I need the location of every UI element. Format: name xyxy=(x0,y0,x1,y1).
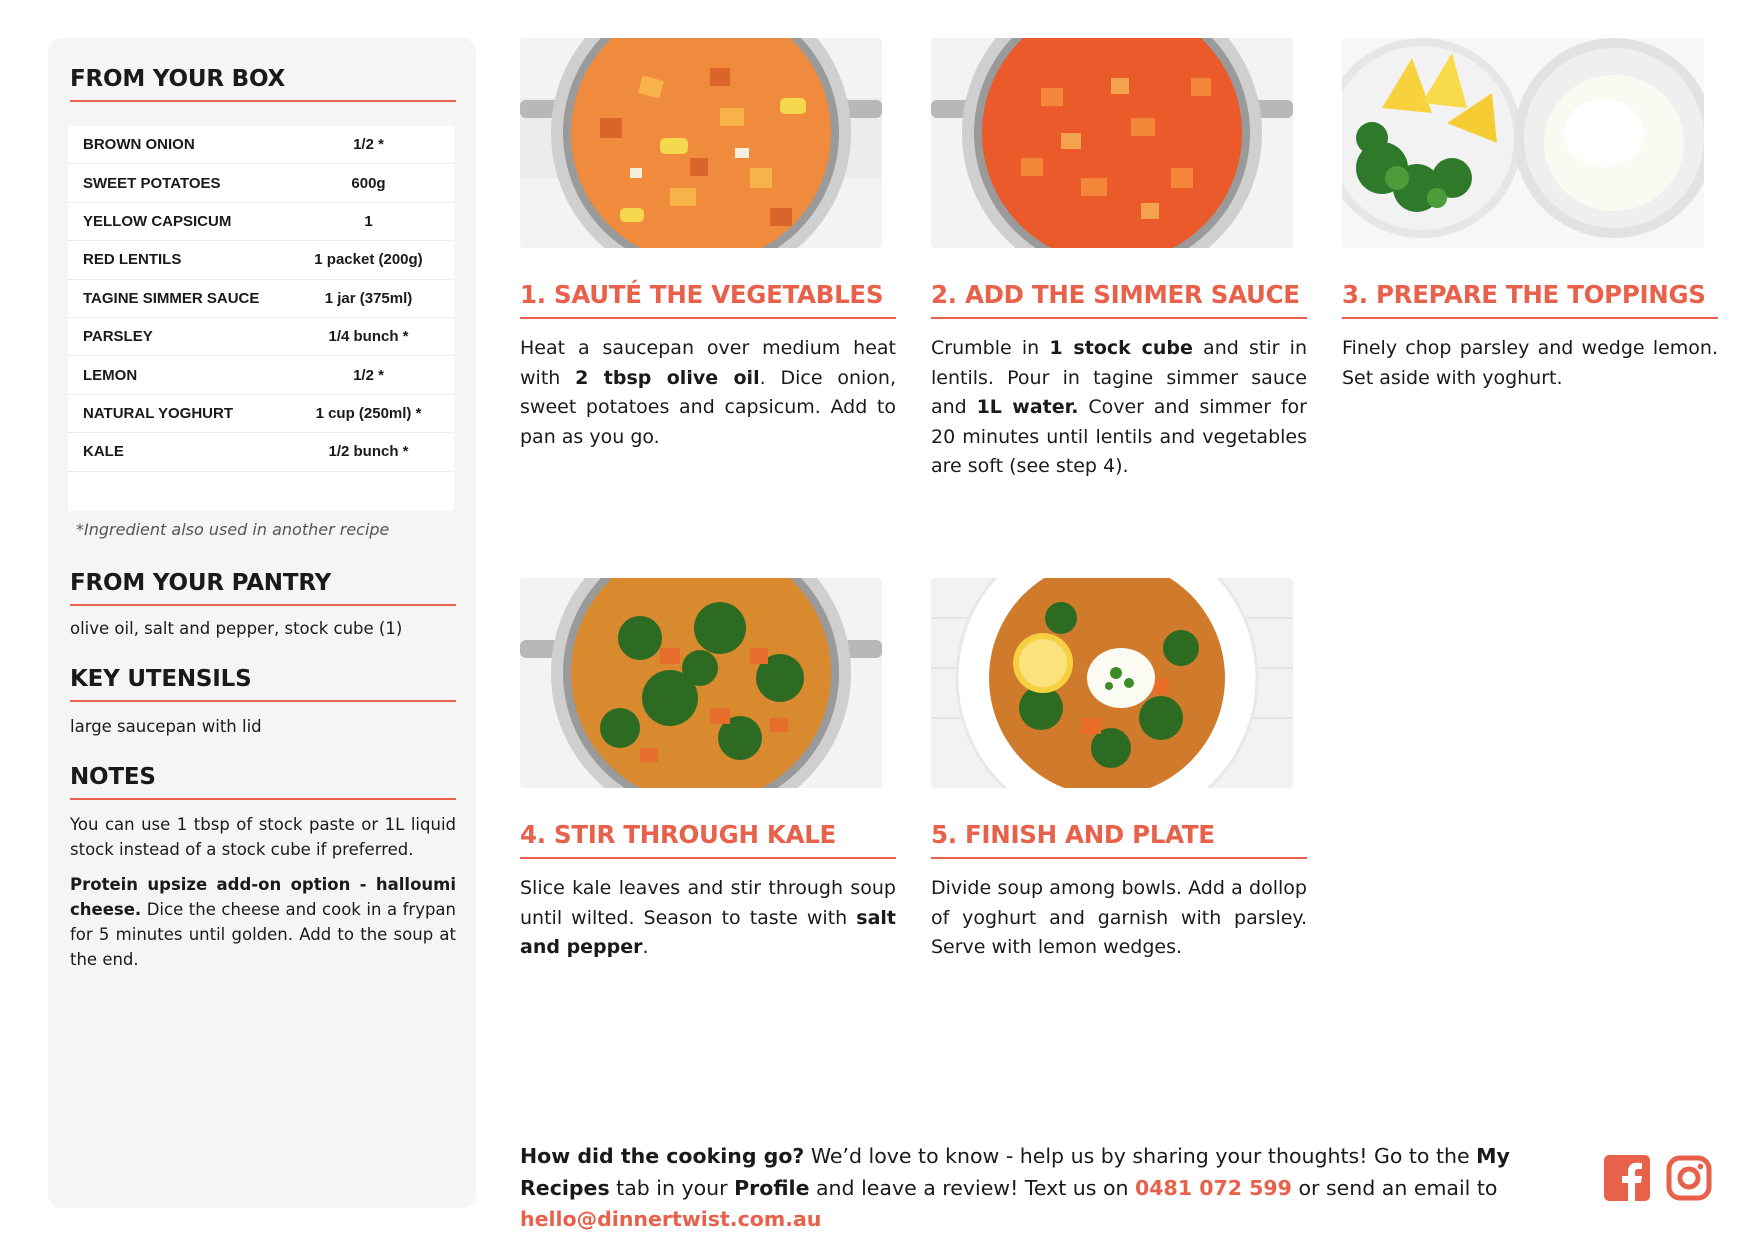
step-2-photo xyxy=(931,38,1293,248)
ingredient-name: YELLOW CAPSICUM xyxy=(83,212,232,230)
feedback-message xyxy=(520,1141,1580,1236)
ingredient-name: KALE xyxy=(83,443,124,461)
note-protein-upsize-bold: Protein upsize add-on option - halloumi cheese. xyxy=(70,875,456,919)
step-4 xyxy=(520,578,896,958)
ingredient-name: BROWN ONION xyxy=(83,136,195,154)
table-row xyxy=(68,395,454,433)
feedback-text: or send an email to xyxy=(1291,1175,1498,1200)
ingredient-qty: 1/2 * xyxy=(353,136,384,154)
step-1-body xyxy=(520,334,896,452)
my-recipes-label: My Recipes xyxy=(520,1144,1510,1200)
table-row xyxy=(68,356,454,394)
step-2-text: Cover and simmer for 20 minutes until lentils and vegetables are soft (see step 4). xyxy=(931,396,1307,477)
ingredient-qty: 1/4 bunch * xyxy=(328,328,409,346)
key-utensils-heading: KEY UTENSILS xyxy=(70,666,456,702)
ingredient-qty: 1 xyxy=(364,212,373,230)
ingredient-name: SWEET POTATOES xyxy=(83,174,221,192)
step-4-text: Slice kale leaves and stir through soup until wilted. Season to taste with xyxy=(520,877,896,929)
ingredient-footnote: *Ingredient also used in another recipe xyxy=(76,520,390,539)
ingredient-qty: 1/2 * xyxy=(353,366,384,384)
pantry-items-text: olive oil, salt and pepper, stock cube (1) xyxy=(70,619,403,638)
from-your-pantry-heading: FROM YOUR PANTRY xyxy=(70,570,456,606)
box-ingredients-table xyxy=(68,126,454,511)
step-1-photo xyxy=(520,38,882,248)
step-4-body xyxy=(520,874,896,963)
step-2-bold: 1L water. xyxy=(976,396,1079,418)
table-row xyxy=(68,164,454,202)
table-row xyxy=(68,433,454,471)
ingredient-name: PARSLEY xyxy=(83,328,153,346)
phone-link[interactable]: 0481 072 599 xyxy=(1135,1175,1292,1200)
table-row xyxy=(68,203,454,241)
table-row xyxy=(68,126,454,164)
note-protein-upsize-text: Dice the cheese and cook in a frypan for 5 minutes until golden. Add to the soup at the end. xyxy=(70,900,456,969)
step-2-body xyxy=(931,334,1307,482)
instagram-icon[interactable] xyxy=(1666,1155,1712,1201)
pot-sauteed-vegetables-image xyxy=(520,38,882,248)
step-2-text: Crumble in xyxy=(931,337,1050,359)
step-1-bold: 2 tbsp olive oil xyxy=(575,366,760,389)
table-row xyxy=(68,318,454,356)
step-4-text: . xyxy=(642,936,649,958)
table-row xyxy=(68,280,454,318)
step-5-photo xyxy=(931,578,1293,788)
feedback-text: We’d love to know - help us by sharing your thoughts! Go to the xyxy=(804,1144,1477,1168)
ingredient-qty: 1 cup (250ml) * xyxy=(315,404,422,422)
step-4-title: 4. STIR THROUGH KALE xyxy=(520,820,896,859)
step-3-title: 3. PREPARE THE TOPPINGS xyxy=(1342,280,1718,319)
step-3-body: Finely chop parsley and wedge lemon. Set aside with yoghurt. xyxy=(1342,337,1718,389)
facebook-icon[interactable] xyxy=(1604,1155,1650,1201)
ingredient-qty: 600g xyxy=(351,174,386,192)
email-link[interactable]: hello@dinnertwist.com.au xyxy=(520,1207,822,1231)
step-2-text: and stir in lentils. Pour in tagine simmer sauce and xyxy=(931,337,1307,418)
step-1-title: 1. SAUTÉ THE VEGETABLES xyxy=(520,280,896,319)
utensils-text: large saucepan with lid xyxy=(70,717,262,736)
step-1-text: Heat a saucepan over medium heat with xyxy=(520,337,896,389)
step-5-body: Divide soup among bowls. Add a dollop of yoghurt and garnish with parsley. Serve with lemon wedges. xyxy=(931,877,1307,958)
plated-soup-bowl-image xyxy=(931,578,1293,788)
ingredient-qty: 1 jar (375ml) xyxy=(324,289,413,307)
step-1 xyxy=(520,38,896,448)
pot-simmer-sauce-image xyxy=(931,38,1293,248)
notes-heading: NOTES xyxy=(70,764,456,800)
ingredient-name: NATURAL YOGHURT xyxy=(83,404,233,422)
feedback-text: tab in your xyxy=(609,1175,735,1200)
ingredients-sidebar xyxy=(48,38,476,1208)
step-2 xyxy=(931,38,1307,477)
feedback-question: How did the cooking go? xyxy=(520,1144,805,1168)
step-4-bold: salt and pepper xyxy=(520,906,896,958)
ingredient-name: LEMON xyxy=(83,366,138,384)
notes-body xyxy=(70,812,456,982)
from-your-box-heading: FROM YOUR BOX xyxy=(70,66,456,102)
note-stock-paste: You can use 1 tbsp of stock paste or 1L liquid stock instead of a stock cube if preferred. xyxy=(70,815,456,859)
ingredient-qty: 1 packet (200g) xyxy=(314,251,423,269)
table-row xyxy=(68,241,454,279)
step-2-title: 2. ADD THE SIMMER SAUCE xyxy=(931,280,1307,319)
ingredient-name: RED LENTILS xyxy=(83,251,182,269)
profile-label: Profile xyxy=(734,1175,810,1200)
step-3 xyxy=(1342,38,1718,389)
feedback-text: and leave a review! Text us on xyxy=(809,1175,1136,1200)
ingredient-qty: 1/2 bunch * xyxy=(328,443,409,461)
step-1-text: . Dice onion, sweet potatoes and capsicum. Add to pan as you go. xyxy=(520,366,896,448)
note-protein-upsize xyxy=(70,872,456,972)
step-2-bold: 1 stock cube xyxy=(1049,337,1193,359)
step-5-title: 5. FINISH AND PLATE xyxy=(931,820,1307,859)
toppings-bowls-image xyxy=(1342,38,1704,248)
step-3-photo xyxy=(1342,38,1704,248)
step-5 xyxy=(931,578,1307,958)
step-4-photo xyxy=(520,578,882,788)
pot-with-kale-image xyxy=(520,578,882,788)
ingredient-name: TAGINE SIMMER SAUCE xyxy=(83,289,260,307)
